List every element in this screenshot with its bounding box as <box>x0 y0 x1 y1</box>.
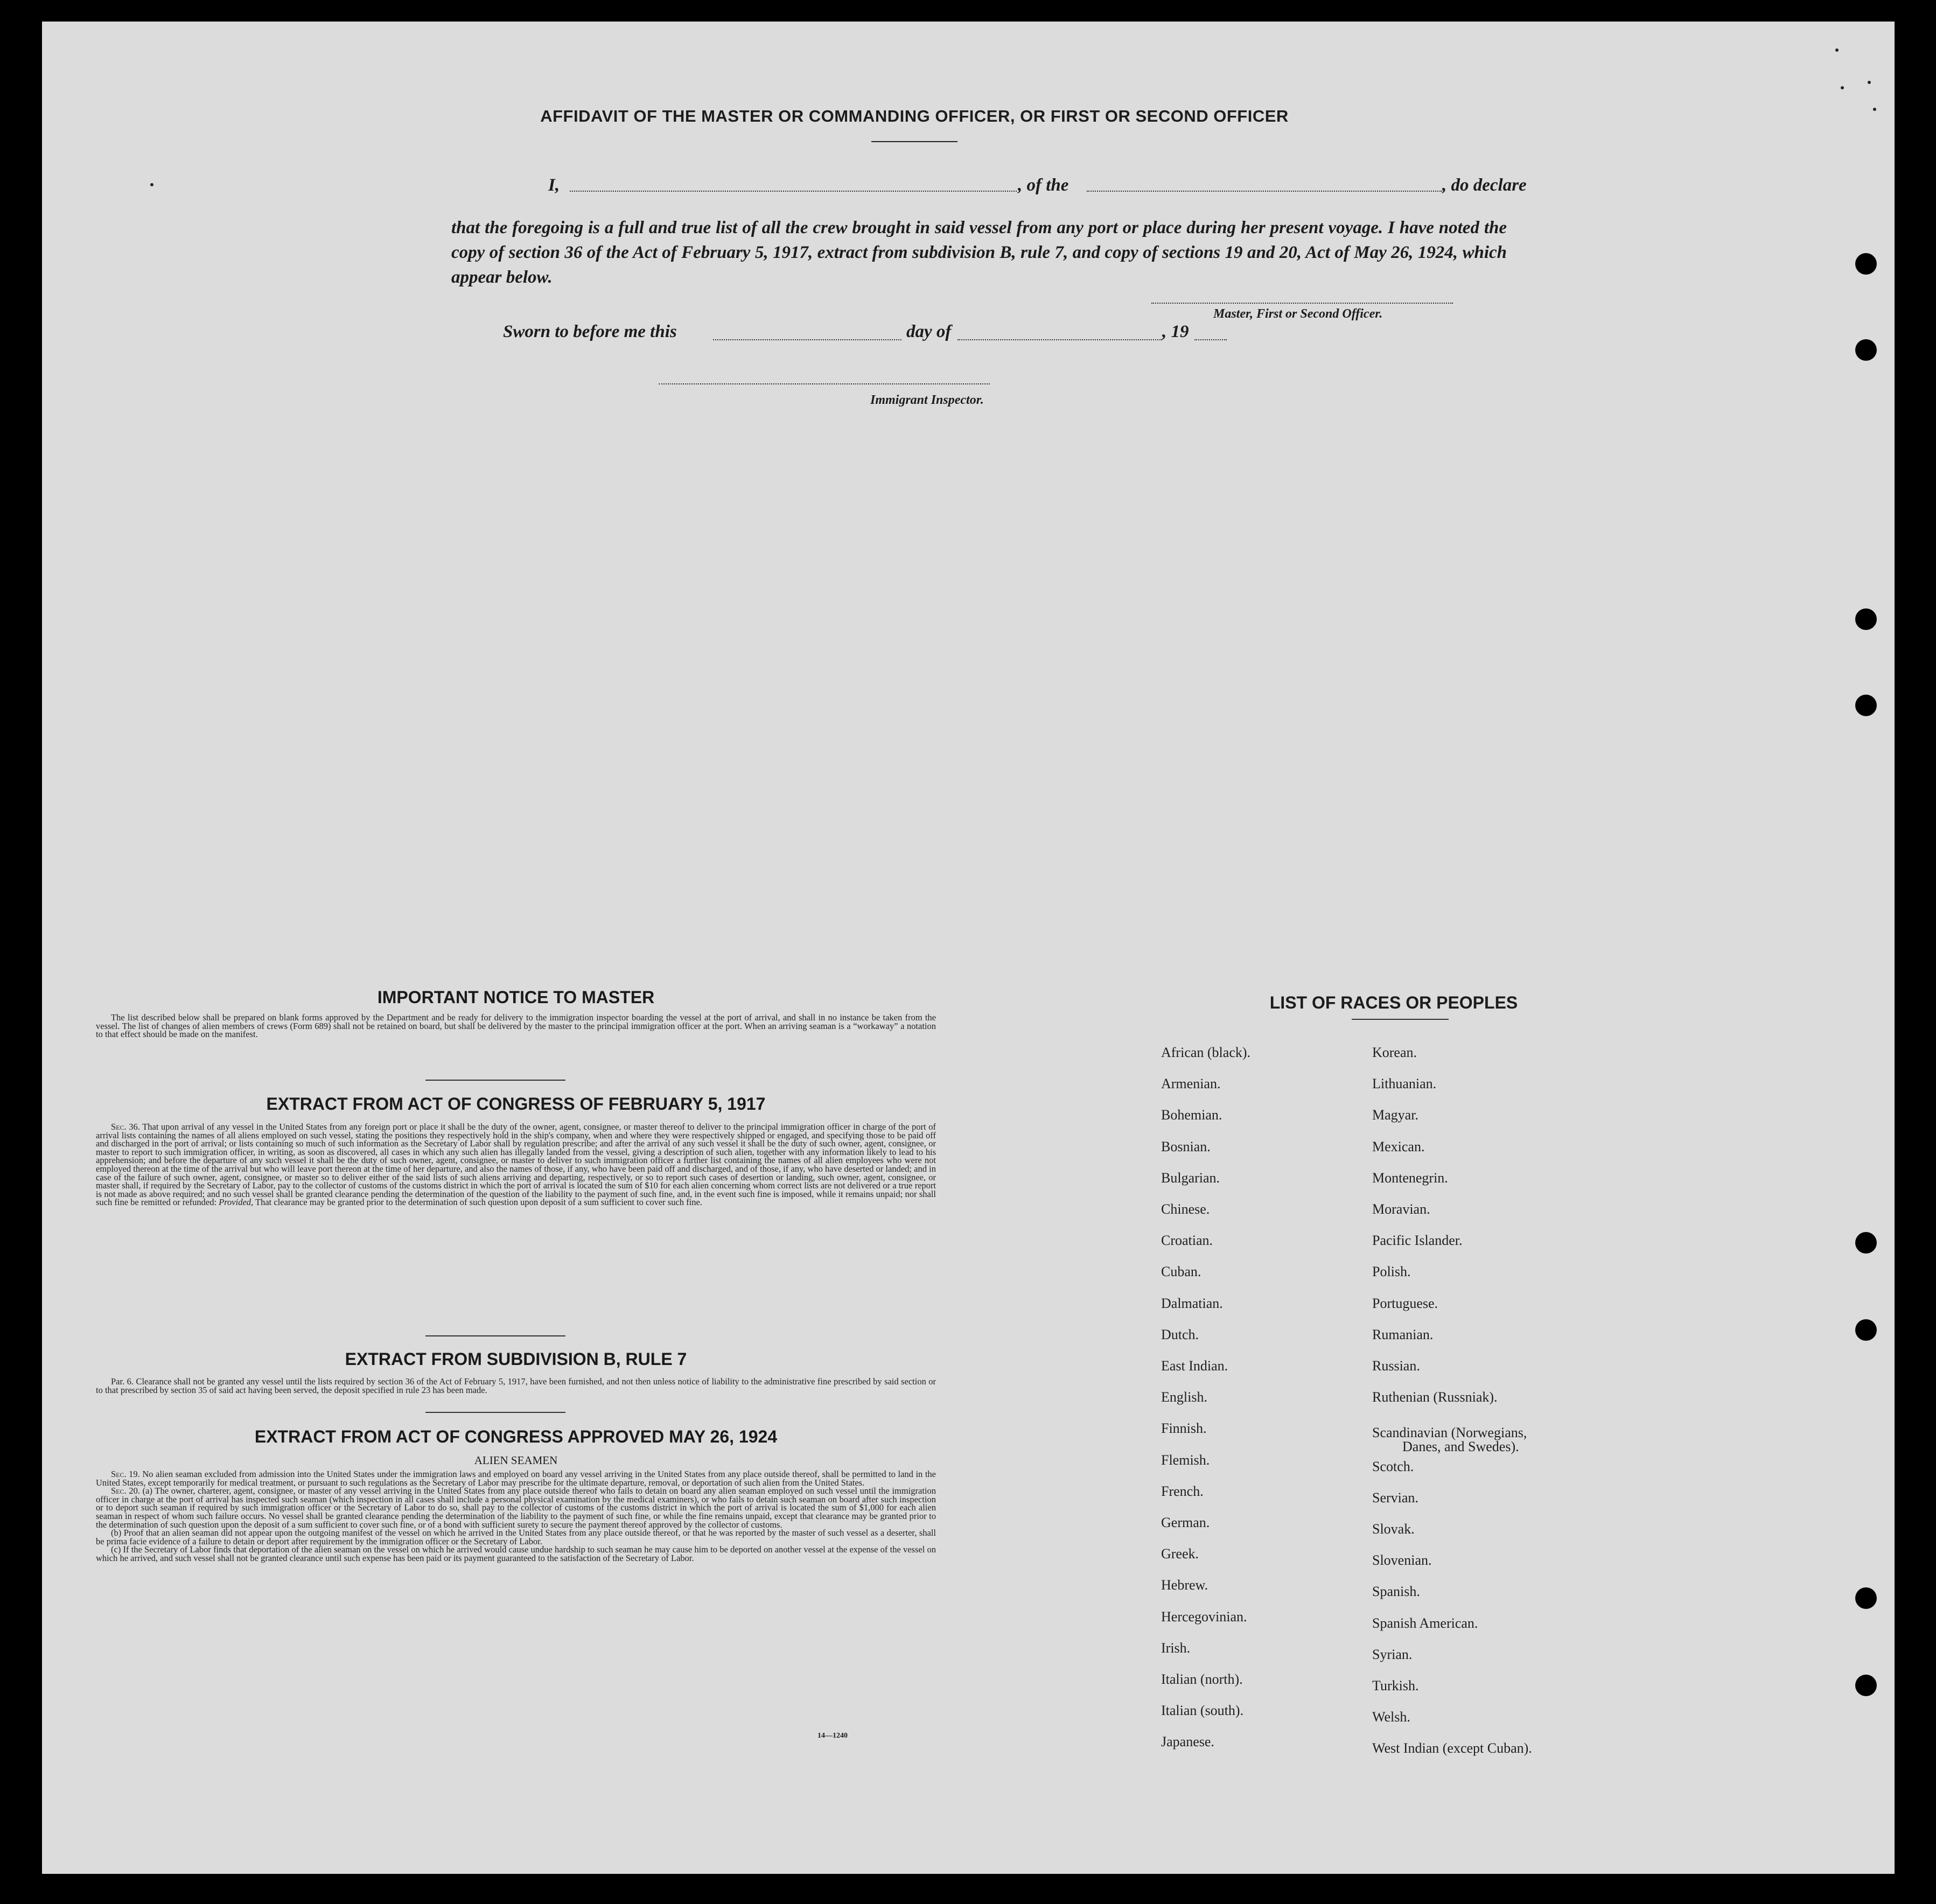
section-text-end: That clearance may be granted prior to the determination of such question upon deposit of a sum sufficient to cover such fine. <box>255 1197 702 1208</box>
race-item: Bosnian. <box>1161 1138 1211 1154</box>
form-number: 14—1240 <box>817 1732 848 1740</box>
race-item: Portuguese. <box>1372 1295 1438 1311</box>
title-rule <box>871 141 957 142</box>
section-label: Sec. 19. <box>111 1469 140 1479</box>
race-item: African (black). <box>1161 1045 1251 1060</box>
punch-hole-icon <box>1855 1587 1877 1609</box>
race-item: Finnish. <box>1161 1420 1207 1437</box>
race-item: Dalmatian. <box>1161 1295 1223 1311</box>
section-divider <box>425 1335 565 1336</box>
extract-1917-body <box>96 1123 936 1207</box>
race-item: Dutch. <box>1161 1326 1199 1342</box>
sec19-text: No alien seaman excluded from admission into the United States under the immigration laws and employed on board any vessel arriving in the United States from any place outside thereof, shall be permitted to land in the United States, except temporarily for medical treatment, or pursuant to such regulations as the Secretary of Labor may prescribe for the ultimate departure, removal, or deportation of such alien from the United States. <box>96 1469 936 1488</box>
master-signature-label: Master, First or Second Officer. <box>1213 307 1383 321</box>
sec20c-text: (c) If the Secretary of Labor finds that deportation of the alien seaman on the vessel on which he arrived would cause undue hardship to such seaman he may cause him to be deported on another vessel at the expense of the vessel on which he arrived, and such vessel shall not be granted clearance until such expense has been paid or its payment guaranteed to the satisfaction of the Secretary of Labor. <box>96 1544 936 1563</box>
race-item: Italian (north). <box>1161 1671 1243 1687</box>
race-item: Armenian. <box>1161 1076 1221 1092</box>
sworn-month-line[interactable] <box>957 339 1162 340</box>
sec20b-text: (b) Proof that an alien seaman did not appear upon the outgoing manifest of the vessel on which he arrived in the United States from any place outside thereof, or that he was reported by the master of such vessel as a deserter, shall be prima facie evidence of a failure to detain or deport after requirement by the immigration officer or the Secretary of Labor. <box>96 1528 936 1546</box>
punch-hole-icon <box>1855 253 1877 275</box>
speck-mark <box>1868 81 1871 84</box>
race-item: Irish. <box>1161 1640 1191 1656</box>
sworn-day-line[interactable] <box>713 339 901 340</box>
race-item: Magyar. <box>1372 1107 1418 1123</box>
race-item: Mexican. <box>1372 1138 1425 1154</box>
race-item: German. <box>1161 1515 1210 1530</box>
race-item: Servian. <box>1372 1489 1418 1506</box>
race-item: Spanish. <box>1372 1584 1420 1600</box>
race-item: Japanese. <box>1161 1734 1214 1750</box>
race-item: French. <box>1161 1483 1204 1499</box>
punch-hole-icon <box>1855 695 1877 716</box>
race-item: Ruthenian (Russniak). <box>1372 1389 1498 1405</box>
race-item: West Indian (except Cuban). <box>1372 1740 1532 1756</box>
race-item: Scandinavian (Norwegians, <box>1372 1425 1527 1441</box>
race-item-continuation: Danes, and Swedes). <box>1402 1439 1519 1455</box>
race-item: East Indian. <box>1161 1358 1228 1374</box>
extract-1917-title: EXTRACT FROM ACT OF CONGRESS OF FEBRUARY 5, 1917 <box>266 1094 766 1114</box>
declarant-name-line[interactable] <box>570 191 1017 192</box>
race-item: Flemish. <box>1161 1452 1210 1468</box>
race-item: Moravian. <box>1372 1201 1430 1217</box>
race-item: Hercegovinian. <box>1161 1608 1247 1625</box>
master-signature-line[interactable] <box>1151 303 1453 304</box>
race-item: Chinese. <box>1161 1201 1210 1217</box>
race-item: English. <box>1161 1389 1207 1405</box>
race-item: Scotch. <box>1372 1458 1414 1474</box>
race-item: Spanish American. <box>1372 1615 1478 1631</box>
races-title-rule <box>1352 1019 1449 1020</box>
notice-body <box>96 1013 936 1039</box>
notice-paragraph: The list described below shall be prepared on blank forms approved by the Department and be ready for delivery to the immigration inspector boarding the vessel at the port of arrival, and shall in no instance be taken from the vessel. The list of changes of alien members of crews (Form 689) shall not be retained on board, but shall be delivered by the master to the principal immigration officer at the port. When an arriving seaman is a “workaway” a notation to that effect should be made on the manifest. <box>96 1012 936 1040</box>
races-title: LIST OF RACES OR PEOPLES <box>1269 993 1518 1012</box>
rule7-paragraph: Par. 6. Clearance shall not be granted any vessel until the lists required by section 36 of the Act of February 5, 1917, have been furnished, and not then unless notice of liability to the administrative fine prescribed by said section or to that prescribed by section 35 of said act having been served, the deposit specified in rule 23 has been made. <box>96 1376 936 1395</box>
race-item: Russian. <box>1372 1358 1420 1374</box>
race-item: Rumanian. <box>1372 1326 1434 1342</box>
do-declare-label: , do declare <box>1442 176 1527 195</box>
year-prefix: , 19 <box>1162 322 1189 341</box>
punch-hole-icon <box>1855 1319 1877 1341</box>
race-item: Slovak. <box>1372 1521 1415 1537</box>
section-divider <box>425 1080 565 1081</box>
race-item: Hebrew. <box>1161 1577 1208 1593</box>
sec20a-text: (a) The owner, charterer, agent, consignee, or master of any vessel arriving in the United States from any place outside thereof who fails to detain on board any alien seaman employed on such vessel until the immigration officer in charge at the port of arrival has inspected such seaman (which inspection in all cases shall include a personal physical examination by the medical examiners), or who fails to detain such seaman on board after such inspection or to deport such seaman if required by such immigration officer or the Secretary of Labor to do so, shall pay to the collector of customs of the customs district in which the port of arrival is located the sum of $1,000 for each alien seaman in respect of whom such failure occurs. No vessel shall be granted clearance pending the determination of the liability to the payment of such fine, or while the fine remains unpaid, except that clearance may be granted prior to the determination of such question upon the deposit of a sum sufficient to cover such fine, or of a bond with sufficient surety to secure the payment thereof approved by the collector of customs. <box>96 1486 936 1530</box>
race-item: Bulgarian. <box>1161 1170 1220 1186</box>
race-item: Korean. <box>1372 1045 1417 1060</box>
document-page <box>42 22 1895 1874</box>
race-item: Lithuanian. <box>1372 1076 1437 1092</box>
declaration-text: that the foregoing is a full and true list of all the crew brought in said vessel from any port or place during her present voyage. I have noted the copy of section 36 of the Act of February 5, 1917, extract from subdivision B, rule 7, and copy of sections 19 and 20, Act of May 26, 1924, which appear below. <box>451 218 1507 287</box>
race-item: Welsh. <box>1372 1709 1410 1725</box>
race-item: Slovenian. <box>1372 1552 1432 1569</box>
race-item: Greek. <box>1161 1546 1199 1562</box>
race-item: Montenegrin. <box>1372 1170 1448 1186</box>
section-divider <box>425 1412 565 1413</box>
vessel-name-line[interactable] <box>1087 191 1442 192</box>
race-item: Turkish. <box>1372 1678 1419 1693</box>
affidavit-title: AFFIDAVIT OF THE MASTER OR COMMANDING OFFICER, OR FIRST OR SECOND OFFICER <box>540 107 1289 125</box>
extract-1924-body <box>96 1470 936 1563</box>
day-of-label: day of <box>906 322 952 341</box>
race-item: Pacific Islander. <box>1372 1233 1463 1249</box>
inspector-signature-label: Immigrant Inspector. <box>870 393 984 407</box>
race-item: Croatian. <box>1161 1233 1213 1249</box>
punch-hole-icon <box>1855 1232 1877 1254</box>
speck-mark <box>1835 48 1839 52</box>
punch-hole-icon <box>1855 1675 1877 1696</box>
punch-hole-icon <box>1855 608 1877 630</box>
sworn-prefix: Sworn to before me this <box>503 322 677 341</box>
extract-1924-title: EXTRACT FROM ACT OF CONGRESS APPROVED MAY 26, 1924 <box>254 1427 778 1446</box>
race-item: Cuban. <box>1161 1264 1201 1280</box>
alien-seamen-subtitle: ALIEN SEAMEN <box>474 1454 558 1467</box>
section-label: Sec. 36. <box>111 1122 140 1132</box>
rule7-title: EXTRACT FROM SUBDIVISION B, RULE 7 <box>345 1349 687 1369</box>
speck-mark <box>150 183 153 186</box>
section-label: Sec. 20. <box>111 1486 140 1496</box>
of-the-label: , of the <box>1018 176 1069 195</box>
inspector-signature-line[interactable] <box>659 383 990 384</box>
provided-label: Provided, <box>219 1197 254 1208</box>
speck-mark <box>1841 86 1844 89</box>
rule7-body <box>96 1377 936 1394</box>
punch-hole-icon <box>1855 339 1877 361</box>
declarant-prefix: I, <box>548 176 560 195</box>
race-item: Bohemian. <box>1161 1107 1222 1123</box>
race-item: Syrian. <box>1372 1646 1413 1662</box>
section-text: That upon arrival of any vessel in the United States from any foreign port or place it shall be the duty of the owner, agent, consignee, or master thereof to deliver to the principal immigration officer in charge of the port of arrival lists containing the names of all aliens employed on such vessel, stating the positions they respectively hold in the ship's company, when and where they were respectively shipped or engaged, and specifying those to be paid off and discharged in the port of arrival; or lists containing so much of such information as the Secretary of Labor shall by regulation prescribe; and after the arrival of any such vessel it shall be the duty of such owner, agent, consignee, or master to report to such immigration officer, in writing, as soon as discovered, all cases in which any such alien has illegally landed from the vessel, giving a description of such alien, together with any information likely to lead to his apprehension; and before the departure of any such vessel it shall be the duty of such owner, agent, consignee, or master to deliver to such immigration officer a further list containing the names of all alien employees who were not employed thereon at the time of the arrival but who will leave port thereon at the time of her departure, and also the names of those, if any, who have been paid off and discharged, and of those, if any, who have deserted or landed; and in case of the failure of such owner, agent, consignee, or master so to deliver either of the said lists of such aliens arriving and departing, respectively, or so to report such cases of desertion or landing, such owner, agent, consignee, or master shall, if required by the Secretary of Labor, pay to the collector of customs of the customs district in which the port of arrival is located the sum of $10 for each alien concerning whom correct lists are not delivered or a true report is not made as above required; and no such vessel shall be granted clearance pending the determination of the question of the liability to the payment of such fine, and, in the event such fine is imposed, while it remains unpaid; nor shall such fine be remitted or refunded: <box>96 1122 936 1208</box>
race-item: Polish. <box>1372 1264 1411 1280</box>
sworn-year-line[interactable] <box>1194 339 1227 340</box>
race-item: Italian (south). <box>1161 1703 1244 1719</box>
notice-title: IMPORTANT NOTICE TO MASTER <box>377 988 655 1007</box>
